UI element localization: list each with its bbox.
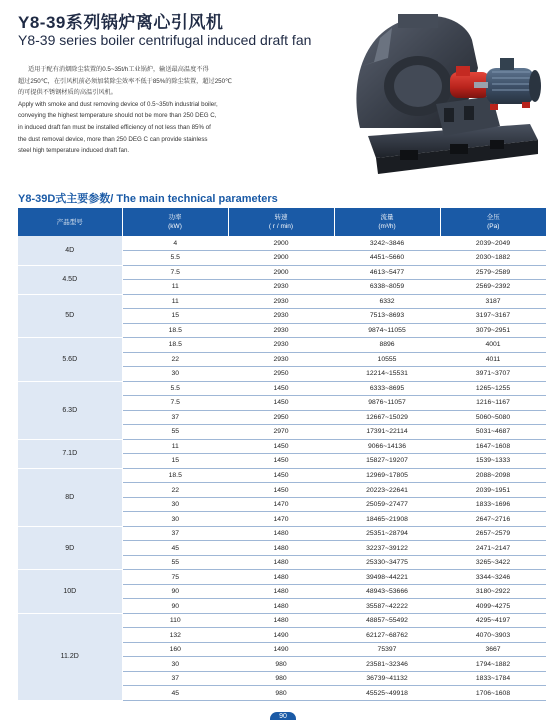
power-cell: 132	[122, 628, 228, 643]
technical-parameters-table	[18, 208, 546, 701]
speed-cell: 1480	[228, 599, 334, 614]
speed-cell: 1450	[228, 454, 334, 469]
pressure-cell: 1833~1784	[440, 671, 546, 686]
flow-cell: 25330~34775	[334, 555, 440, 570]
flow-cell: 12969~17805	[334, 468, 440, 483]
page-number: 90	[270, 712, 296, 720]
power-cell: 30	[122, 367, 228, 382]
speed-cell: 1480	[228, 555, 334, 570]
power-cell: 15	[122, 309, 228, 324]
description-en-line: conveying the highest temperature should not be more than 250 DEG C,	[18, 112, 217, 120]
pressure-cell: 3265~3422	[440, 555, 546, 570]
table-row	[18, 613, 546, 628]
pressure-cell: 1647~1608	[440, 439, 546, 454]
speed-cell: 2900	[228, 265, 334, 280]
table-row	[18, 381, 546, 396]
pressure-cell: 3187	[440, 294, 546, 309]
model-cell: 5D	[18, 294, 122, 338]
speed-cell: 2930	[228, 323, 334, 338]
flow-cell: 6338~8059	[334, 280, 440, 295]
pressure-cell: 1539~1333	[440, 454, 546, 469]
table-row	[18, 439, 546, 454]
speed-cell: 1480	[228, 526, 334, 541]
power-cell: 90	[122, 584, 228, 599]
column-header-pressure: 全压 (Pa)	[440, 208, 546, 236]
model-cell: 5.6D	[18, 338, 122, 382]
model-cell: 6.3D	[18, 381, 122, 439]
flow-cell: 32237~39122	[334, 541, 440, 556]
flow-cell: 18465~21908	[334, 512, 440, 527]
speed-cell: 2950	[228, 410, 334, 425]
speed-cell: 2900	[228, 251, 334, 266]
flow-cell: 9066~14136	[334, 439, 440, 454]
speed-cell: 1470	[228, 497, 334, 512]
flow-cell: 4613~5477	[334, 265, 440, 280]
power-cell: 22	[122, 352, 228, 367]
pressure-cell: 1216~1167	[440, 396, 546, 411]
flow-cell: 3242~3846	[334, 236, 440, 251]
speed-cell: 2930	[228, 352, 334, 367]
page-title-en: Y8-39 series boiler centrifugal induced draft fan	[18, 32, 312, 48]
flow-cell: 12214~15531	[334, 367, 440, 382]
power-cell: 22	[122, 483, 228, 498]
fan-product-image	[340, 8, 548, 196]
power-cell: 7.5	[122, 265, 228, 280]
speed-cell: 980	[228, 686, 334, 701]
pressure-cell: 2039~1951	[440, 483, 546, 498]
speed-cell: 2930	[228, 309, 334, 324]
flow-cell: 10555	[334, 352, 440, 367]
pressure-cell: 1794~1882	[440, 657, 546, 672]
flow-cell: 36739~41132	[334, 671, 440, 686]
pressure-cell: 4070~3903	[440, 628, 546, 643]
speed-cell: 2930	[228, 338, 334, 353]
flow-cell: 20223~22641	[334, 483, 440, 498]
speed-cell: 1470	[228, 512, 334, 527]
pressure-cell: 2039~2049	[440, 236, 546, 251]
pressure-cell: 3344~3246	[440, 570, 546, 585]
model-cell: 11.2D	[18, 613, 122, 700]
pressure-cell: 3971~3707	[440, 367, 546, 382]
pressure-cell: 1265~1255	[440, 381, 546, 396]
pressure-cell: 5031~4687	[440, 425, 546, 440]
speed-cell: 1480	[228, 541, 334, 556]
power-cell: 18.5	[122, 338, 228, 353]
description-cn-line: 的可提供不锈钢材质的高温引风机。	[18, 89, 117, 97]
pressure-cell: 1833~1696	[440, 497, 546, 512]
flow-cell: 8896	[334, 338, 440, 353]
pressure-cell: 3197~3167	[440, 309, 546, 324]
speed-cell: 1450	[228, 381, 334, 396]
table-row	[18, 294, 546, 309]
column-header-model: 产品型号	[18, 208, 122, 236]
column-header-power: 功率 (kW)	[122, 208, 228, 236]
model-cell: 7.1D	[18, 439, 122, 468]
power-cell: 30	[122, 497, 228, 512]
section-title: Y8-39D式主要参数/ The main technical parameters	[18, 193, 278, 205]
power-cell: 4	[122, 236, 228, 251]
speed-cell: 1450	[228, 468, 334, 483]
table-row	[18, 468, 546, 483]
model-cell: 4D	[18, 236, 122, 265]
power-cell: 110	[122, 613, 228, 628]
speed-cell: 1450	[228, 439, 334, 454]
pressure-cell: 2088~2098	[440, 468, 546, 483]
speed-cell: 1480	[228, 584, 334, 599]
pressure-cell: 5060~5080	[440, 410, 546, 425]
description-en-line: the dust removal device, more than 250 DEG C can provide stainless	[18, 135, 208, 143]
flow-cell: 48943~53666	[334, 584, 440, 599]
pressure-cell: 3667	[440, 642, 546, 657]
flow-cell: 17391~22114	[334, 425, 440, 440]
pressure-cell: 4001	[440, 338, 546, 353]
description-en-line: Apply with smoke and dust removing device of 0.5~35t/h industrial boiler,	[18, 100, 218, 108]
pressure-cell: 4099~4275	[440, 599, 546, 614]
pressure-cell: 4295~4197	[440, 613, 546, 628]
table-row	[18, 526, 546, 541]
speed-cell: 1450	[228, 483, 334, 498]
flow-cell: 6332	[334, 294, 440, 309]
flow-cell: 25351~28794	[334, 526, 440, 541]
power-cell: 55	[122, 555, 228, 570]
power-cell: 90	[122, 599, 228, 614]
speed-cell: 2930	[228, 294, 334, 309]
speed-cell: 2930	[228, 280, 334, 295]
power-cell: 37	[122, 410, 228, 425]
power-cell: 7.5	[122, 396, 228, 411]
model-cell: 8D	[18, 468, 122, 526]
page-title-cn: Y8-39系列锅炉离心引风机	[18, 13, 224, 32]
power-cell: 37	[122, 526, 228, 541]
speed-cell: 1490	[228, 642, 334, 657]
product-description	[18, 64, 276, 157]
flow-cell: 25059~27477	[334, 497, 440, 512]
flow-cell: 4451~5660	[334, 251, 440, 266]
speed-cell: 2950	[228, 367, 334, 382]
model-cell: 4.5D	[18, 265, 122, 294]
pressure-cell: 2657~2579	[440, 526, 546, 541]
speed-cell: 1480	[228, 613, 334, 628]
power-cell: 15	[122, 454, 228, 469]
speed-cell: 1490	[228, 628, 334, 643]
power-cell: 30	[122, 512, 228, 527]
flow-cell: 23581~32346	[334, 657, 440, 672]
speed-cell: 1450	[228, 396, 334, 411]
pressure-cell: 2579~2589	[440, 265, 546, 280]
table-row	[18, 338, 546, 353]
power-cell: 5.5	[122, 381, 228, 396]
flow-cell: 12667~15029	[334, 410, 440, 425]
power-cell: 37	[122, 671, 228, 686]
speed-cell: 2970	[228, 425, 334, 440]
table-row	[18, 265, 546, 280]
column-header-speed: 转速 ( r / min)	[228, 208, 334, 236]
power-cell: 45	[122, 686, 228, 701]
table-header-row	[18, 208, 546, 236]
power-cell: 18.5	[122, 323, 228, 338]
power-cell: 18.5	[122, 468, 228, 483]
flow-cell: 75397	[334, 642, 440, 657]
column-header-flow: 流量 (m³/h)	[334, 208, 440, 236]
power-cell: 11	[122, 294, 228, 309]
description-en-line: in induced draft fan must be installed efficiency of not less than 85% of	[18, 123, 211, 131]
flow-cell: 6333~8695	[334, 381, 440, 396]
pressure-cell: 1706~1608	[440, 686, 546, 701]
description-cn-line: 超过250℃，在引风机前必须加装除尘效率不低于85%的除尘装置，超过250℃	[18, 77, 232, 85]
table-body	[18, 236, 546, 701]
flow-cell: 7513~8693	[334, 309, 440, 324]
flow-cell: 39498~44221	[334, 570, 440, 585]
power-cell: 30	[122, 657, 228, 672]
flow-cell: 35587~42222	[334, 599, 440, 614]
flow-cell: 9874~11055	[334, 323, 440, 338]
power-cell: 75	[122, 570, 228, 585]
flow-cell: 45525~49918	[334, 686, 440, 701]
flow-cell: 9876~11057	[334, 396, 440, 411]
speed-cell: 980	[228, 671, 334, 686]
flow-cell: 15827~19207	[334, 454, 440, 469]
speed-cell: 980	[228, 657, 334, 672]
power-cell: 55	[122, 425, 228, 440]
power-cell: 160	[122, 642, 228, 657]
flow-cell: 48857~55492	[334, 613, 440, 628]
power-cell: 45	[122, 541, 228, 556]
power-cell: 11	[122, 439, 228, 454]
pressure-cell: 4011	[440, 352, 546, 367]
pressure-cell: 2647~2716	[440, 512, 546, 527]
speed-cell: 1480	[228, 570, 334, 585]
pressure-cell: 2569~2392	[440, 280, 546, 295]
table-row	[18, 570, 546, 585]
pressure-cell: 2030~1882	[440, 251, 546, 266]
model-cell: 9D	[18, 526, 122, 570]
power-cell: 11	[122, 280, 228, 295]
flow-cell: 62127~68762	[334, 628, 440, 643]
pressure-cell: 2471~2147	[440, 541, 546, 556]
model-cell: 10D	[18, 570, 122, 614]
speed-cell: 2900	[228, 236, 334, 251]
description-cn-line: 适用于配有消烟除尘装置的0.5~35t/h工业锅炉，输送最高温度不得	[28, 66, 209, 73]
table-row	[18, 236, 546, 251]
pressure-cell: 3079~2951	[440, 323, 546, 338]
description-en-line: steel high temperature induced draft fan.	[18, 147, 130, 155]
pressure-cell: 3180~2922	[440, 584, 546, 599]
power-cell: 5.5	[122, 251, 228, 266]
